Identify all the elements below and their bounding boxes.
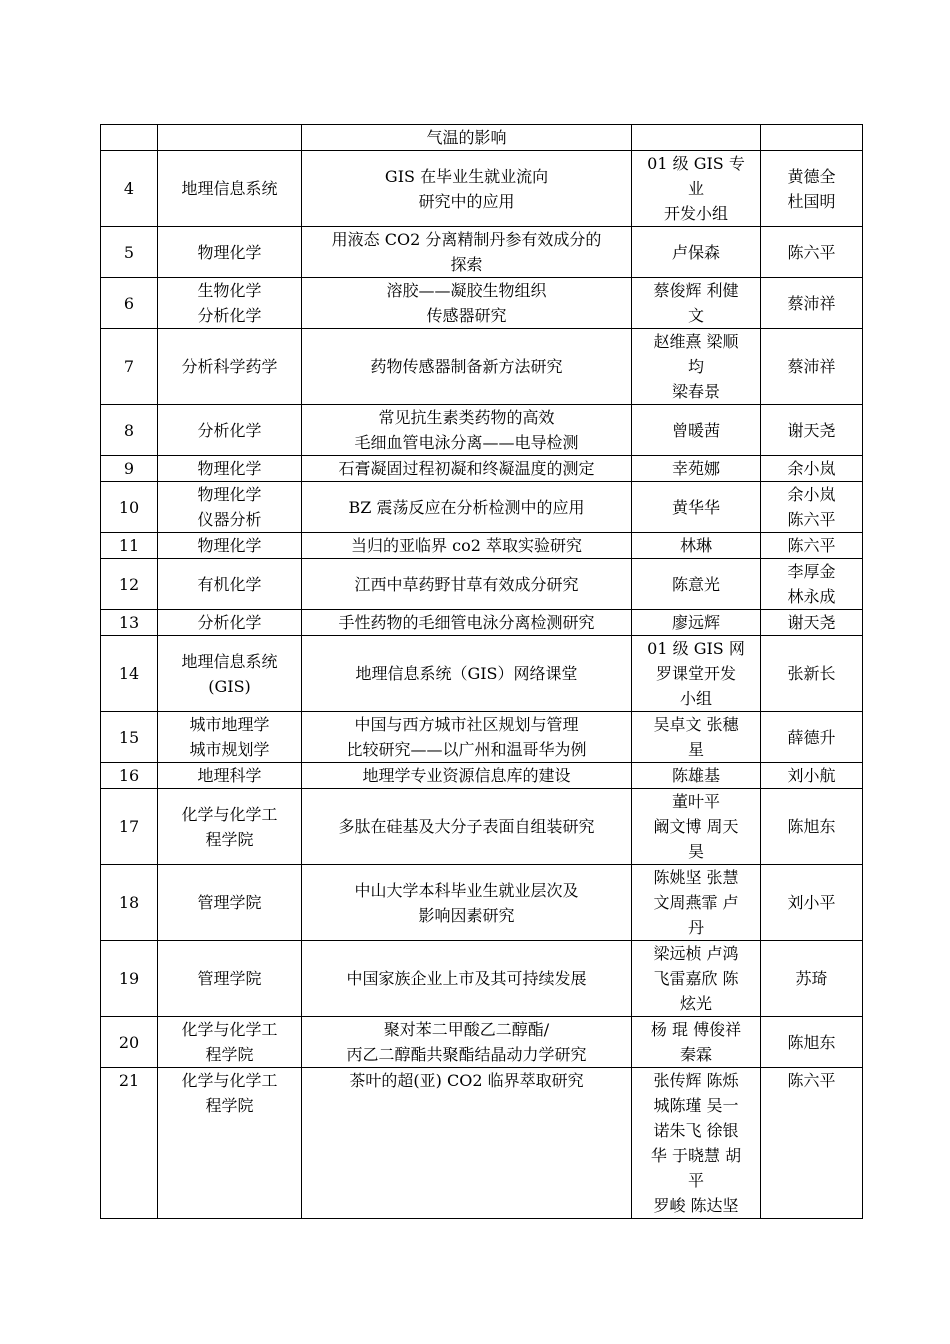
cell-num: 4 bbox=[101, 151, 158, 227]
table-row bbox=[101, 405, 863, 456]
cell-advisor: 陈旭东 bbox=[761, 789, 863, 865]
table-row bbox=[101, 789, 863, 865]
cell-subject: 分析化学 bbox=[158, 610, 302, 636]
table-row bbox=[101, 559, 863, 610]
cell-title: 中国家族企业上市及其可持续发展 bbox=[302, 941, 632, 1017]
cell-subject: 物理化学 bbox=[158, 456, 302, 482]
table-row bbox=[101, 278, 863, 329]
table-row bbox=[101, 763, 863, 789]
cell-advisor: 张新长 bbox=[761, 636, 863, 712]
table-row bbox=[101, 329, 863, 405]
cell-num: 15 bbox=[101, 712, 158, 763]
cell-members: 陈雄基 bbox=[632, 763, 761, 789]
cell-members: 梁远桢 卢鸿 飞雷嘉欣 陈 炫光 bbox=[632, 941, 761, 1017]
cell-subject: 物理化学 bbox=[158, 227, 302, 278]
cell-title: 多肽在硅基及大分子表面自组装研究 bbox=[302, 789, 632, 865]
cell-title: 中山大学本科毕业生就业层次及 影响因素研究 bbox=[302, 865, 632, 941]
cell-members: 幸苑娜 bbox=[632, 456, 761, 482]
cell-subject: 分析科学药学 bbox=[158, 329, 302, 405]
cell-num bbox=[101, 125, 158, 151]
cell-num: 9 bbox=[101, 456, 158, 482]
cell-advisor: 谢天尧 bbox=[761, 610, 863, 636]
cell-advisor: 陈六平 bbox=[761, 227, 863, 278]
cell-num: 17 bbox=[101, 789, 158, 865]
cell-advisor: 蔡沛祥 bbox=[761, 278, 863, 329]
cell-subject: 生物化学 分析化学 bbox=[158, 278, 302, 329]
cell-num: 20 bbox=[101, 1017, 158, 1068]
cell-title: 用液态 CO2 分离精制丹参有效成分的 探索 bbox=[302, 227, 632, 278]
cell-members: 01 级 GIS 网 罗课堂开发 小组 bbox=[632, 636, 761, 712]
cell-advisor: 余小岚 bbox=[761, 456, 863, 482]
table-row bbox=[101, 865, 863, 941]
cell-title: 溶胶——凝胶生物组织 传感器研究 bbox=[302, 278, 632, 329]
cell-num: 13 bbox=[101, 610, 158, 636]
cell-subject: 化学与化学工 程学院 bbox=[158, 1017, 302, 1068]
cell-num: 14 bbox=[101, 636, 158, 712]
cell-num: 7 bbox=[101, 329, 158, 405]
cell-title: 地理学专业资源信息库的建设 bbox=[302, 763, 632, 789]
cell-num: 11 bbox=[101, 533, 158, 559]
cell-advisor: 谢天尧 bbox=[761, 405, 863, 456]
cell-advisor: 陈旭东 bbox=[761, 1017, 863, 1068]
cell-title: 中国与西方城市社区规划与管理 比较研究——以广州和温哥华为例 bbox=[302, 712, 632, 763]
cell-subject: 地理信息系统 (GIS) bbox=[158, 636, 302, 712]
cell-advisor: 陈六平 bbox=[761, 1068, 863, 1219]
cell-title: 当归的亚临界 co2 萃取实验研究 bbox=[302, 533, 632, 559]
cell-subject: 地理信息系统 bbox=[158, 151, 302, 227]
table-body bbox=[101, 125, 863, 1219]
cell-advisor: 余小岚 陈六平 bbox=[761, 482, 863, 533]
cell-advisor: 陈六平 bbox=[761, 533, 863, 559]
cell-title: 手性药物的毛细管电泳分离检测研究 bbox=[302, 610, 632, 636]
cell-title: 江西中草药野甘草有效成分研究 bbox=[302, 559, 632, 610]
cell-subject: 城市地理学 城市规划学 bbox=[158, 712, 302, 763]
cell-members bbox=[632, 125, 761, 151]
cell-num: 6 bbox=[101, 278, 158, 329]
table-row bbox=[101, 456, 863, 482]
cell-members: 赵维熹 梁顺 均 梁春景 bbox=[632, 329, 761, 405]
cell-members: 吴卓文 张穗 星 bbox=[632, 712, 761, 763]
table-row bbox=[101, 610, 863, 636]
cell-subject: 化学与化学工 程学院 bbox=[158, 789, 302, 865]
cell-advisor bbox=[761, 125, 863, 151]
cell-subject: 管理学院 bbox=[158, 865, 302, 941]
cell-members: 林琳 bbox=[632, 533, 761, 559]
cell-subject: 有机化学 bbox=[158, 559, 302, 610]
cell-members: 董叶平 阚文博 周天 昊 bbox=[632, 789, 761, 865]
table-row bbox=[101, 1068, 863, 1219]
cell-subject: 管理学院 bbox=[158, 941, 302, 1017]
cell-members: 曾暖茜 bbox=[632, 405, 761, 456]
table-row bbox=[101, 533, 863, 559]
cell-subject: 物理化学 bbox=[158, 533, 302, 559]
cell-num: 10 bbox=[101, 482, 158, 533]
cell-advisor: 蔡沛祥 bbox=[761, 329, 863, 405]
project-table bbox=[100, 124, 863, 1219]
cell-num: 5 bbox=[101, 227, 158, 278]
cell-title: 药物传感器制备新方法研究 bbox=[302, 329, 632, 405]
cell-members: 杨 琨 傅俊祥 秦霖 bbox=[632, 1017, 761, 1068]
table-row bbox=[101, 636, 863, 712]
cell-members: 卢保森 bbox=[632, 227, 761, 278]
cell-subject: 分析化学 bbox=[158, 405, 302, 456]
cell-subject: 地理科学 bbox=[158, 763, 302, 789]
table-row bbox=[101, 227, 863, 278]
table-row bbox=[101, 1017, 863, 1068]
cell-title: 聚对苯二甲酸乙二醇酯/ 丙乙二醇酯共聚酯结晶动力学研究 bbox=[302, 1017, 632, 1068]
cell-members: 陈意光 bbox=[632, 559, 761, 610]
cell-num: 18 bbox=[101, 865, 158, 941]
table-row-continued bbox=[101, 125, 863, 151]
cell-members: 黄华华 bbox=[632, 482, 761, 533]
table-row bbox=[101, 712, 863, 763]
cell-num: 16 bbox=[101, 763, 158, 789]
cell-advisor: 刘小平 bbox=[761, 865, 863, 941]
cell-title: BZ 震荡反应在分析检测中的应用 bbox=[302, 482, 632, 533]
cell-subject bbox=[158, 125, 302, 151]
cell-advisor: 李厚金 林永成 bbox=[761, 559, 863, 610]
cell-subject: 物理化学 仪器分析 bbox=[158, 482, 302, 533]
cell-advisor: 刘小航 bbox=[761, 763, 863, 789]
cell-title: 气温的影响 bbox=[302, 125, 632, 151]
cell-members: 廖远辉 bbox=[632, 610, 761, 636]
cell-members: 01 级 GIS 专 业 开发小组 bbox=[632, 151, 761, 227]
cell-num: 8 bbox=[101, 405, 158, 456]
cell-title: 石膏凝固过程初凝和终凝温度的测定 bbox=[302, 456, 632, 482]
cell-members: 蔡俊辉 利健 文 bbox=[632, 278, 761, 329]
cell-title: 茶叶的超(亚) CO2 临界萃取研究 bbox=[302, 1068, 632, 1219]
cell-advisor: 黄德全 杜国明 bbox=[761, 151, 863, 227]
cell-title: GIS 在毕业生就业流向 研究中的应用 bbox=[302, 151, 632, 227]
cell-members: 张传辉 陈烁 城陈瑾 吴一 诺朱飞 徐银 华 于晓慧 胡 平 罗峻 陈达坚 bbox=[632, 1068, 761, 1219]
cell-subject: 化学与化学工 程学院 bbox=[158, 1068, 302, 1219]
cell-title: 常见抗生素类药物的高效 毛细血管电泳分离——电导检测 bbox=[302, 405, 632, 456]
cell-title: 地理信息系统（GIS）网络课堂 bbox=[302, 636, 632, 712]
cell-num: 21 bbox=[101, 1068, 158, 1219]
table-row bbox=[101, 151, 863, 227]
cell-num: 19 bbox=[101, 941, 158, 1017]
table-row bbox=[101, 482, 863, 533]
cell-advisor: 苏琦 bbox=[761, 941, 863, 1017]
cell-num: 12 bbox=[101, 559, 158, 610]
cell-members: 陈姚坚 张慧 文周燕霏 卢 丹 bbox=[632, 865, 761, 941]
cell-advisor: 薛德升 bbox=[761, 712, 863, 763]
table-row bbox=[101, 941, 863, 1017]
